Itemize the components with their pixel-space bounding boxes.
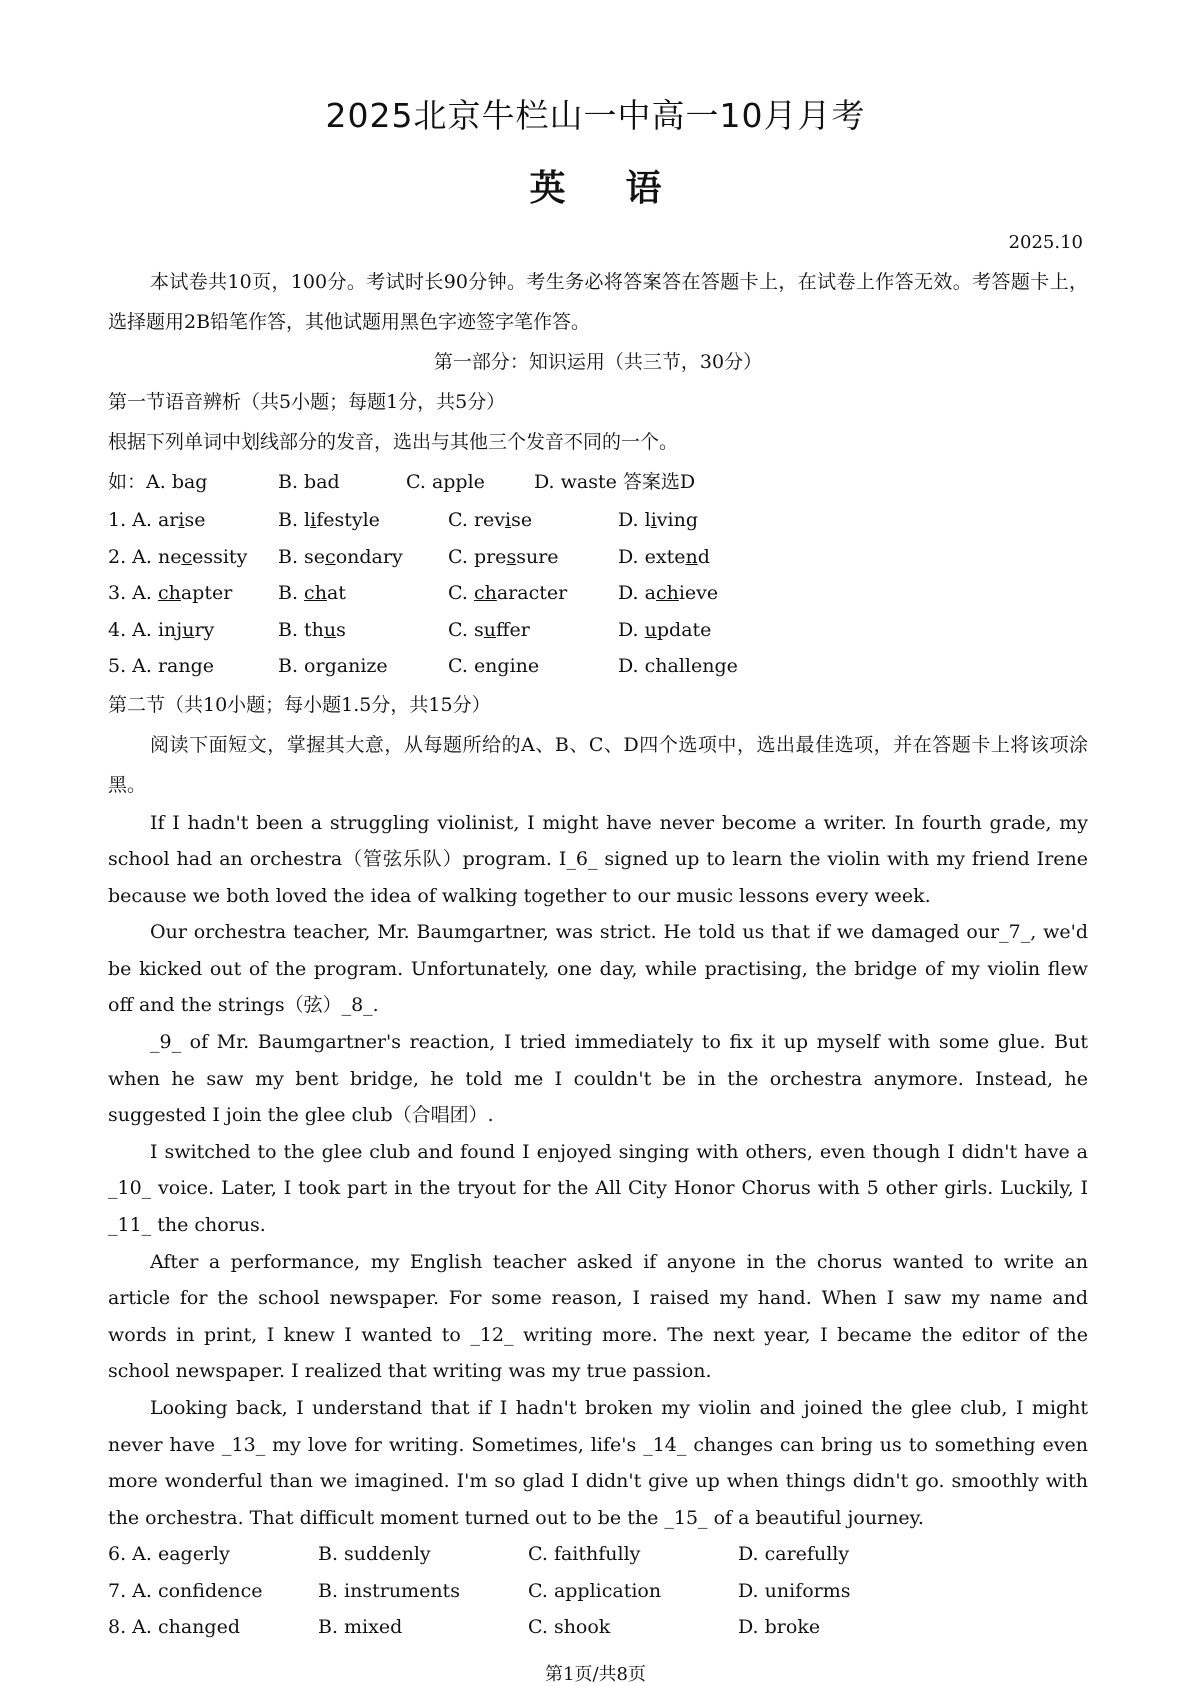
option-c: C. revise [448,509,533,531]
option-d: D. update [618,618,712,641]
option-a: 2. A. necessity [108,545,248,568]
section1-directions: 根据下列单词中划线部分的发音，选出与其他三个发音不同的一个。 [108,431,679,453]
option-a: 1. A. arise [108,509,206,531]
question-row [108,1573,1088,1610]
passage-paragraph: If I hadn't been a struggling violinist, I might have never become a writer. In fourth grade, my school had an orchestra（管弦乐队）program. I_6_ signed up to learn the violin with my friend Irene because we both loved the idea of walking together to our music lessons every week. [108,811,1088,907]
option-c: C. pressure [448,545,559,568]
option-b: B. organize [278,655,388,677]
exam-title: 2025北京牛栏山一中高一10月月考 [325,96,866,135]
exam-content [108,262,1088,1646]
passage-paragraph: Our orchestra teacher, Mr. Baumgartner, was strict. He told us that if we damaged our_7_, we'd be kicked out of the program. Unfortunately, one day, while practising, the bridge of my violin flew off and the strings（弦）_8_. [108,921,1088,1017]
example-option-d [534,462,834,502]
passage-paragraph: _9_ of Mr. Baumgartner's reaction, I tried immediately to fix it up myself with some glue. But when he saw my bent bridge, he told me I couldn't be in the orchestra anymore. Instead, he suggested I join the glee club（合唱团）. [108,1031,1088,1127]
subject-title: 英语 [529,168,722,209]
passage-paragraph: Looking back, I understand that if I hadn't broken my violin and joined the glee club, I might never have _13_ my love for writing. Sometimes, life's _14_ changes can bring us to something even more wonderful than we imagined. I'm so glad I didn't give up when things didn't go. smoothly with the orchestra. That difficult moment turned out to be the _15_ of a beautiful journey. [108,1397,1088,1529]
option-d: D. living [618,509,699,531]
example-option-a [108,462,278,502]
page-footer: 第1页/共8页 [545,1664,646,1685]
instructions-intro: 本试卷共10页，100分。考试时长90分钟。考生务必将答案答在答题卡上，在试卷上作答无效。考答题卡上，选择题用2B铅笔作答，其他试题用黑色字迹签字笔作答。 [108,271,1088,333]
phonetics-row [108,612,1088,649]
option-c: C. character [448,582,568,604]
option-d: D. extend [618,545,710,568]
option-a: 8. A. changed [108,1616,240,1639]
option-b: B. suddenly [318,1543,431,1566]
example-prefix: 如： [108,471,147,493]
example-row [108,462,1088,502]
part1-title: 第一部分：知识运用（共三节，30分） [433,351,763,373]
phonetics-row [108,502,1088,539]
example-a: A. bag [146,471,208,493]
example-answer: 答案选D [622,471,696,493]
passage-paragraph: After a performance, my English teacher asked if anyone in the chorus wanted to write an article for the school newspaper. For some reason, I raised my hand. When I saw my name and words in print, I knew I wanted to _12_ writing more. The next year, I became the editor of the school newspaper. I realized that writing was my true passion. [108,1250,1088,1383]
option-d: D. achieve [618,582,719,604]
option-c: C. shook [528,1616,611,1639]
example-option-c: C. apple [406,471,485,493]
option-c: C. engine [448,655,540,677]
question-row [108,1536,1088,1573]
section2-directions: 阅读下面短文，掌握其大意，从每题所给的A、B、C、D四个选项中，选出最佳选项，并在答题卡上将该项涂黑。 [108,733,1088,796]
option-b: B. lifestyle [278,509,380,531]
section1-title: 第一节语音辨析（共5小题；每题1分，共5分） [108,391,506,413]
option-d: D. challenge [618,655,738,677]
option-c: C. application [528,1579,662,1602]
exam-date: 2025.10 [1008,232,1083,253]
example-option-b: B. bad [278,471,340,493]
option-d: D. broke [738,1616,821,1639]
option-b: B. chat [278,582,346,604]
section2-title: 第二节（共10小题；每小题1.5分，共15分） [108,693,491,716]
passage-paragraph: I switched to the glee club and found I enjoyed singing with others, even though I didn't have a _10_ voice. Later, I took part in the tryout for the All City Honor Chorus with 5 other girls. Luckily, I _11_ the chorus. [108,1140,1088,1237]
option-a: 4. A. injury [108,618,215,641]
option-c: C. suffer [448,618,530,641]
option-a: 3. A. chapter [108,582,233,604]
option-a: 6. A. eagerly [108,1543,230,1566]
cloze-passage [108,805,1088,1537]
option-b: B. thus [278,618,346,641]
option-b: B. instruments [318,1579,460,1602]
example-d: D. waste [534,471,617,493]
option-a: 5. A. range [108,655,215,677]
phonetics-row [108,575,1088,612]
option-c: C. faithfully [528,1543,641,1566]
option-b: B. secondary [278,545,403,568]
option-b: B. mixed [318,1616,403,1639]
option-d: D. carefully [738,1543,850,1566]
question-row [108,1609,1088,1646]
phonetics-row [108,539,1088,576]
phonetics-questions [108,502,1088,685]
option-d: D. uniforms [738,1579,851,1602]
option-a: 7. A. confidence [108,1579,263,1602]
cloze-questions [108,1536,1088,1646]
phonetics-row [108,648,1088,685]
